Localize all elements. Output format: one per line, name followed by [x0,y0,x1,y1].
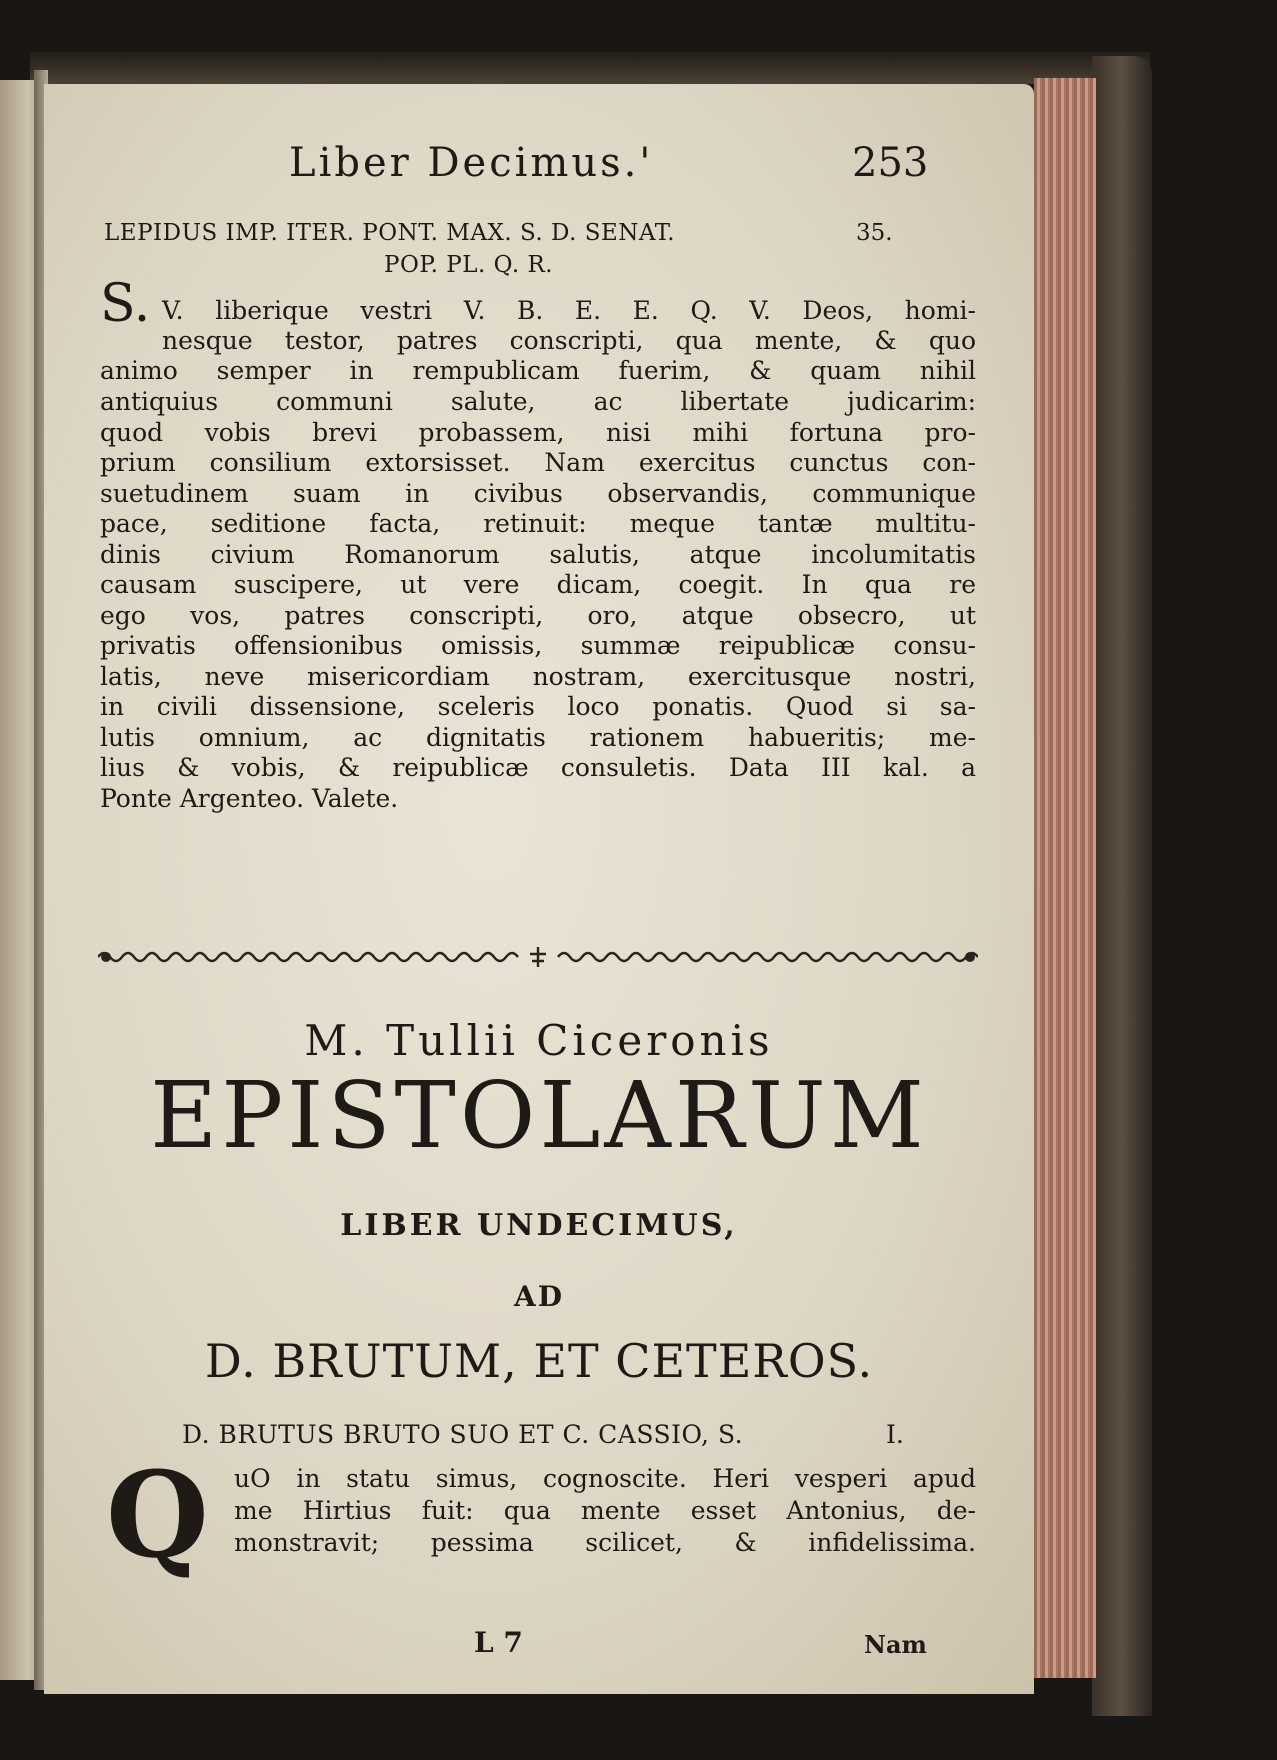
book-title: LIBER UNDECIMUS, [340,1208,738,1243]
letter-heading: LEPIDUS IMP. ITER. PONT. MAX. S. D. SENAT. [104,220,676,246]
letter-heading: D. BRUTUS BRUTO SUO ET C. CASSIO, S. [182,1420,744,1449]
text-line: animo semper in rempublicam fuerim, & quam nihil [100,356,976,385]
drop-cap: Q [106,1445,209,1584]
page-fore-edge [1034,78,1096,1678]
text-line: lius & vobis, & reipublicæ consuletis. Data III kal. a [100,753,976,782]
work-author: M. Tullii Ciceronis [304,1016,774,1065]
letter-number: 35. [856,220,893,246]
signature-mark: L 7 [474,1626,523,1659]
page-content [44,84,1034,1694]
text-line: in civili dissensione, sceleris loco ponatis. Quod si sa- [100,692,976,721]
book-ad: AD [513,1280,564,1313]
work-title: EPISTOLARUM [150,1062,928,1169]
text-line: prium consilium extorsisset. Nam exercitus cunctus con- [100,448,976,477]
letter-heading-line-2: POP. PL. Q. R. [384,252,554,278]
text-line: privatis offensionibus omissis, summæ reipublicæ consu- [100,631,976,660]
book-cover-top [30,52,1150,84]
letter-number: I. [886,1420,904,1449]
book-page [44,84,1034,1694]
catchword: Nam [864,1630,927,1659]
page-number: 253 [852,140,929,186]
book-cover-edge [1092,56,1152,1716]
text-line: causam suscipere, ut vere dicam, coegit. In qua re [100,570,976,599]
running-head-title: Liber Decimus.' [289,140,654,186]
book-recipients: D. BRUTUM, ET CETEROS. [204,1334,874,1388]
text-line: pace, seditione facta, retinuit: meque tantæ multitu- [100,509,976,538]
decorative-rule-ornament [98,946,978,968]
text-line: monstravit; pessima scilicet, & infidelissima. [234,1528,976,1557]
text-line: Ponte Argenteo. Valete. [100,784,399,813]
text-line: latis, neve misericordiam nostram, exercitusque nostri, [100,662,976,691]
text-line: lutis omnium, ac dignitatis rationem habueritis; me- [100,723,976,752]
text-line: suetudinem suam in civibus observandis, communique [100,479,976,508]
text-line: quod vobis brevi probassem, nisi mihi fortuna pro- [100,418,976,447]
text-line: dinis civium Romanorum salutis, atque incolumitatis [100,540,976,569]
text-line: nesque testor, patres conscripti, qua mente, & quo [162,326,976,355]
initial-letter: S. [100,274,151,334]
text-line: me Hirtius fuit: qua mente esset Antonius, de- [234,1496,976,1525]
text-line: uO in statu simus, cognoscite. Heri vesperi apud [234,1464,976,1493]
text-line: V. liberique vestri V. B. E. E. Q. V. Deos, homi- [162,296,976,325]
text-line: ego vos, patres conscripti, oro, atque obsecro, ut [100,601,976,630]
text-line: antiquius communi salute, ac libertate judicarim: [100,387,976,416]
